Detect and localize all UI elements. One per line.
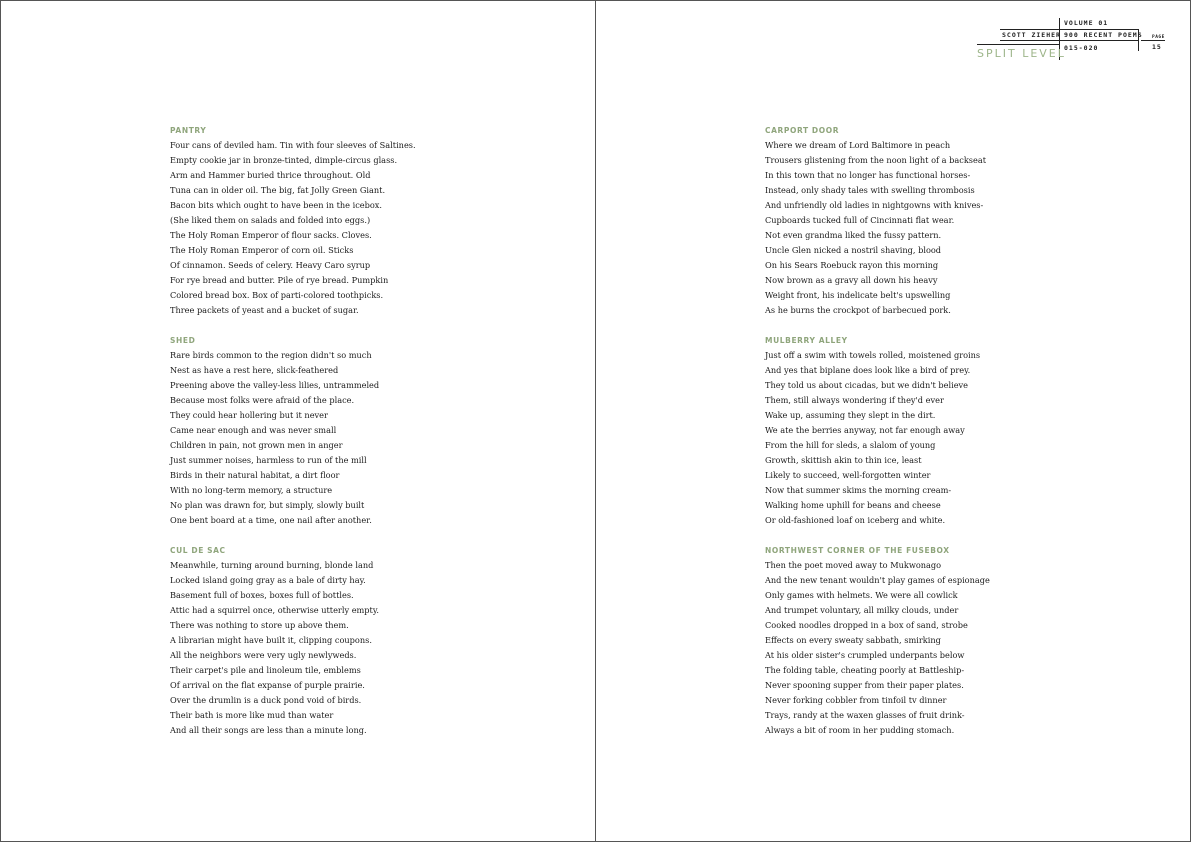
header-rule — [977, 44, 1060, 45]
poem-line: On his Sears Roebuck rayon this morning — [765, 260, 939, 270]
poem-line: Birds in their natural habitat, a dirt floor — [170, 470, 340, 480]
volume-label: VOLUME 01 — [1064, 19, 1109, 27]
page-label: PAGE — [1152, 35, 1165, 40]
poem-title: MULBERRY ALLEY — [765, 336, 848, 345]
poem-line: A librarian might have built it, clipping coupons. — [170, 635, 372, 645]
poem-line: All the neighbors were very ugly newlyweds. — [170, 650, 357, 660]
poem-line: Cupboards tucked full of Cincinnati flat wear. — [765, 215, 955, 225]
poem-line: Tuna can in older oil. The big, fat Jolly Green Giant. — [170, 185, 386, 195]
poem-northwest-corner-of-the-fusebox — [765, 543, 1095, 738]
poem-pantry — [170, 123, 500, 318]
poem-line: Meanwhile, turning around burning, blonde land — [170, 560, 374, 570]
poem-line: The Holy Roman Emperor of flour sacks. Cloves. — [170, 230, 372, 240]
poem-line: Bacon bits which ought to have been in the icebox. — [170, 200, 383, 210]
poem-line: Just summer noises, harmless to run of the mill — [170, 455, 367, 465]
poem-line: Instead, only shady tales with swelling thrombosis — [765, 185, 975, 195]
poem-line: Effects on every sweaty sabbath, smirking — [765, 635, 941, 645]
poem-line: Over the drumlin is a duck pond void of birds. — [170, 695, 362, 705]
poem-line: Children in pain, not grown men in anger — [170, 440, 343, 450]
poem-shed — [170, 333, 500, 528]
poem-line: Now brown as a gravy all down his heavy — [765, 275, 938, 285]
poem-line: And all their songs are less than a minute long. — [170, 725, 367, 735]
poem-line: Where we dream of Lord Baltimore in peach — [765, 140, 951, 150]
poem-line: They told us about cicadas, but we didn't believe — [765, 380, 969, 390]
poem-line: And trumpet voluntary, all milky clouds, under — [765, 605, 959, 615]
poem-line: Came near enough and was never small — [170, 425, 337, 435]
poem-line: They could hear hollering but it never — [170, 410, 328, 420]
poem-line: Attic had a squirrel once, otherwise utterly empty. — [170, 605, 379, 615]
poem-title: CARPORT DOOR — [765, 126, 840, 135]
poem-line: Locked island going gray as a bale of dirty hay. — [170, 575, 366, 585]
poem-mulberry-alley — [765, 333, 1095, 528]
poem-title: SHED — [170, 336, 196, 345]
poem-title: NORTHWEST CORNER OF THE FUSEBOX — [765, 546, 950, 555]
poem-line: And yes that biplane does look like a bird of prey. — [765, 365, 971, 375]
poem-line: And unfriendly old ladies in nightgowns with knives- — [765, 200, 984, 210]
poem-title: CUL DE SAC — [170, 546, 226, 555]
poem-line: Not even grandma liked the fussy pattern. — [765, 230, 942, 240]
poem-line: In this town that no longer has functional horses- — [765, 170, 971, 180]
poem-line: Their carpet's pile and linoleum tile, emblems — [170, 665, 361, 675]
poem-line: Rare birds common to the region didn't so much — [170, 350, 372, 360]
poem-line: Just off a swim with towels rolled, moistened groins — [765, 350, 981, 360]
poem-line: Wake up, assuming they slept in the dirt. — [765, 410, 936, 420]
poem-line: And the new tenant wouldn't play games of espionage — [765, 575, 990, 585]
poem-line: Or old-fashioned loaf on iceberg and white. — [765, 515, 946, 525]
poem-line: With no long-term memory, a structure — [170, 485, 333, 495]
poem-line: At his older sister's crumpled underpants below — [765, 650, 965, 660]
poem-line: Trousers glistening from the noon light of a backseat — [765, 155, 987, 165]
poem-line: No plan was drawn for, but simply, slowly built — [170, 500, 365, 510]
poem-line: Them, still always wondering if they'd ever — [765, 395, 944, 405]
poem-carport-door — [765, 123, 1095, 318]
poem-line: Then the poet moved away to Mukwonago — [765, 560, 942, 570]
poem-line: From the hill for sleds, a slalom of young — [765, 440, 936, 450]
poem-line: The Holy Roman Emperor of corn oil. Sticks — [170, 245, 354, 255]
poem-line: Arm and Hammer buried thrice throughout. Old — [170, 170, 371, 180]
header-rule — [1000, 40, 1138, 41]
poem-line: Empty cookie jar in bronze-tinted, dimple-circus glass. — [170, 155, 398, 165]
poem-line: Now that summer skims the morning cream- — [765, 485, 952, 495]
poem-line: There was nothing to store up above them. — [170, 620, 349, 630]
poem-cul-de-sac — [170, 543, 500, 738]
poem-line: Their bath is more like mud than water — [170, 710, 334, 720]
poem-line: Weight front, his indelicate belt's upswelling — [765, 290, 951, 300]
poem-line: Never forking cobbler from tinfoil tv dinner — [765, 695, 947, 705]
poem-line: Trays, randy at the waxen glasses of fruit drink- — [765, 710, 965, 720]
poem-line: (She liked them on salads and folded into eggs.) — [170, 215, 371, 225]
author-name: SCOTT ZIEHER — [1002, 31, 1061, 39]
poem-line: Likely to succeed, well-forgotten winter — [765, 470, 931, 480]
collection-title: 900 RECENT POEMS — [1064, 31, 1143, 39]
poem-range: 015-020 — [1064, 44, 1099, 52]
poem-line: We ate the berries anyway, not far enough away — [765, 425, 965, 435]
poem-line: Three packets of yeast and a bucket of sugar. — [170, 305, 359, 315]
poem-line: Always a bit of room in her pudding stomach. — [765, 725, 955, 735]
header-rule — [1000, 29, 1138, 30]
poem-line: The folding table, cheating poorly at Battleship- — [765, 665, 965, 675]
header-rule — [1141, 40, 1165, 41]
poem-line: Uncle Glen nicked a nostril shaving, blood — [765, 245, 942, 255]
poem-line: Four cans of deviled ham. Tin with four sleeves of Saltines. — [170, 140, 416, 150]
poem-line: Never spooning supper from their paper plates. — [765, 680, 964, 690]
poem-line: Only games with helmets. We were all cowlick — [765, 590, 958, 600]
poem-line: One bent board at a time, one nail after another. — [170, 515, 372, 525]
page-gutter-divider — [595, 0, 596, 842]
page-number: 15 — [1152, 43, 1162, 51]
poem-line: Cooked noodles dropped in a box of sand, strobe — [765, 620, 968, 630]
poem-line: Because most folks were afraid of the place. — [170, 395, 355, 405]
poem-line: Preening above the valley-less lilies, untrammeled — [170, 380, 380, 390]
poem-line: Of arrival on the flat expanse of purple prairie. — [170, 680, 365, 690]
poem-line: Colored bread box. Box of parti-colored toothpicks. — [170, 290, 384, 300]
poem-line: Growth, skittish akin to thin ice, least — [765, 455, 922, 465]
book-title: SPLIT LEVEL — [977, 47, 1066, 60]
poem-line: Nest as have a rest here, slick-feathered — [170, 365, 339, 375]
poem-line: As he burns the crockpot of barbecued pork. — [765, 305, 951, 315]
poem-line: For rye bread and butter. Pile of rye bread. Pumpkin — [170, 275, 389, 285]
poem-title: PANTRY — [170, 126, 207, 135]
poem-line: Of cinnamon. Seeds of celery. Heavy Caro syrup — [170, 260, 371, 270]
poem-line: Walking home uphill for beans and cheese — [765, 500, 941, 510]
poem-line: Basement full of boxes, boxes full of bottles. — [170, 590, 354, 600]
